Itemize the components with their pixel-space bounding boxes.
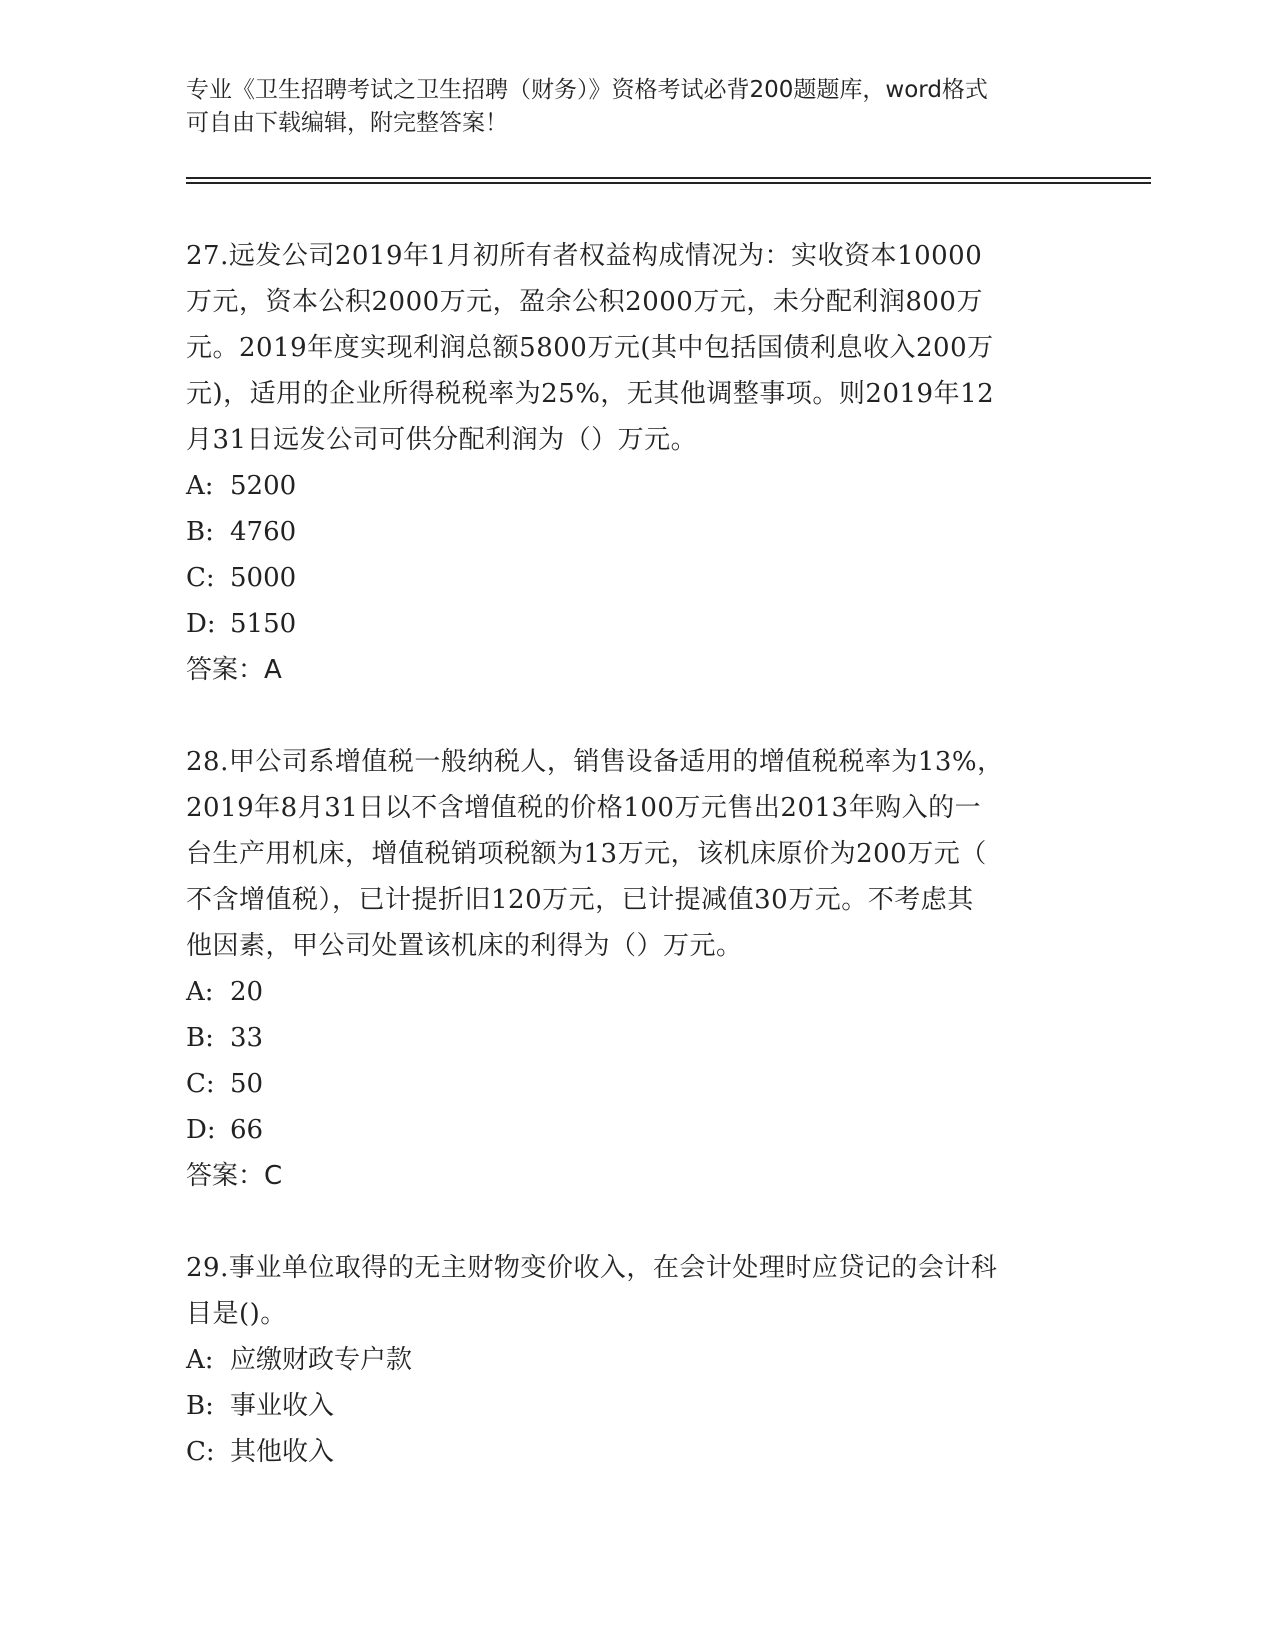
question-text-line: 万元，资本公积2000万元，盈余公积2000万元，未分配利润800万 <box>186 287 983 317</box>
question-text-line: 元。2019年度实现利润总额5800万元(其中包括国债利息收入200万 <box>186 333 994 363</box>
option-a <box>186 463 1086 509</box>
question-text-line: 台生产用机床，增值税销项税额为13万元，该机床原价为200万元（ <box>186 839 987 869</box>
option-text: 5200 <box>230 471 297 501</box>
option-b <box>186 509 1086 555</box>
header-divider-top <box>186 177 1151 179</box>
answer-line: 答案：A <box>186 655 282 685</box>
option-c <box>186 555 1086 601</box>
option-letter: A: <box>186 977 214 1007</box>
option-d <box>186 601 1086 647</box>
option-b <box>186 1015 1086 1061</box>
option-a <box>186 1337 1086 1383</box>
answer-line: 答案：C <box>186 1161 283 1191</box>
document-header <box>186 74 1066 140</box>
question-text-line: 元)，适用的企业所得税税率为25%，无其他调整事项。则2019年12 <box>186 379 995 409</box>
option-text: 20 <box>230 977 264 1007</box>
option-text: 事业收入 <box>230 1391 335 1421</box>
option-letter: D: <box>186 609 216 639</box>
option-a <box>186 969 1086 1015</box>
option-text: 其他收入 <box>230 1437 335 1467</box>
option-letter: B: <box>186 1023 214 1053</box>
option-letter: A: <box>186 471 214 501</box>
option-text: 5000 <box>230 563 297 593</box>
option-b <box>186 1383 1086 1429</box>
question-29 <box>186 1245 1086 1475</box>
option-c <box>186 1061 1086 1107</box>
option-text: 应缴财政专户款 <box>230 1345 413 1375</box>
question-text-line: 29.事业单位取得的无主财物变价收入，在会计处理时应贷记的会计科 <box>186 1253 998 1283</box>
option-text: 50 <box>230 1069 264 1099</box>
option-letter: C: <box>186 1069 215 1099</box>
question-28 <box>186 739 1086 1199</box>
option-letter: C: <box>186 1437 215 1467</box>
question-text-line: 月31日远发公司可供分配利润为（）万元。 <box>186 425 698 455</box>
option-letter: B: <box>186 1391 214 1421</box>
option-letter: D: <box>186 1115 216 1145</box>
option-text: 33 <box>230 1023 264 1053</box>
question-text-line: 2019年8月31日以不含增值税的价格100万元售出2013年购入的一 <box>186 793 982 823</box>
option-text: 66 <box>230 1115 264 1145</box>
option-d <box>186 1107 1086 1153</box>
question-text-line: 目是()。 <box>186 1299 287 1329</box>
question-text-line: 不含增值税），已计提折旧120万元，已计提减值30万元。不考虑其 <box>186 885 974 915</box>
question-27 <box>186 233 1086 693</box>
option-letter: C: <box>186 563 215 593</box>
header-line-2: 可自由下载编辑，附完整答案！ <box>186 110 508 136</box>
option-text: 5150 <box>230 609 297 639</box>
header-divider-bottom <box>186 182 1151 184</box>
option-c <box>186 1429 1086 1475</box>
question-text-line: 他因素，甲公司处置该机床的利得为（）万元。 <box>186 931 743 961</box>
header-line-1: 专业《卫生招聘考试之卫生招聘（财务）》资格考试必背200题题库，word格式 <box>186 77 988 103</box>
question-text-line: 28.甲公司系增值税一般纳税人，销售设备适用的增值税税率为13%， <box>186 747 1004 777</box>
option-text: 4760 <box>230 517 297 547</box>
question-list <box>186 233 1086 1521</box>
option-letter: A: <box>186 1345 214 1375</box>
option-letter: B: <box>186 517 214 547</box>
question-text-line: 27.远发公司2019年1月初所有者权益构成情况为：实收资本10000 <box>186 241 983 271</box>
